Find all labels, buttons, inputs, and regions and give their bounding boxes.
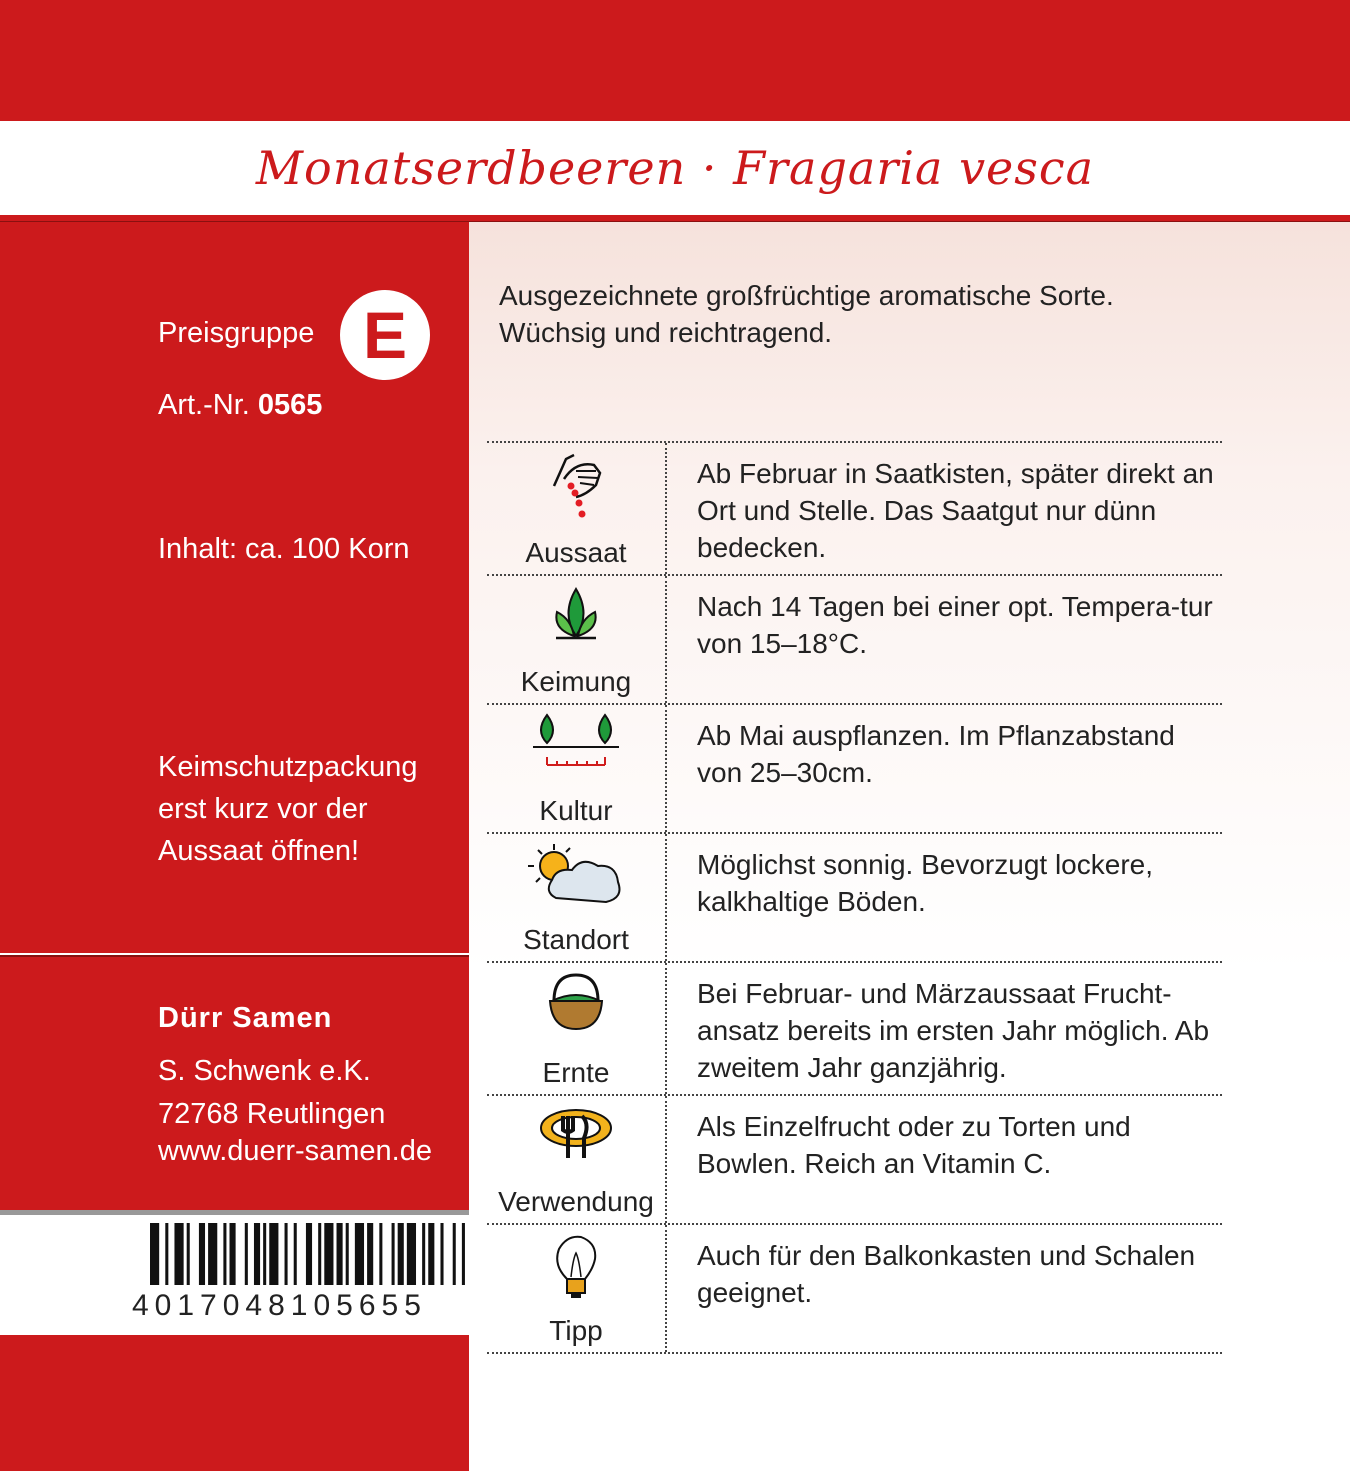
barcode-bar [199, 1223, 205, 1285]
table-row-kultur [487, 705, 1222, 834]
company-panel [0, 955, 469, 1210]
row-text: Möglichst sonnig. Bevorzugt lockere, kalkhaltige Böden. [697, 849, 1153, 917]
barcode-bar [440, 1223, 443, 1285]
barcode-bar [285, 1223, 288, 1285]
barcode-bar [174, 1223, 183, 1285]
row-label: Verwendung [498, 1186, 654, 1217]
row-label: Aussaat [525, 537, 627, 568]
table-row-verwendung [487, 1096, 1222, 1225]
row-text: Bei Februar- und Märzaussaat Frucht-ansatz bereits im ersten Jahr möglich. Ab zweitem Jahr ganzjährig. [697, 978, 1210, 1083]
article-label: Art.-Nr. [158, 389, 250, 421]
info-panel [0, 222, 469, 953]
intro-line: Ausgezeichnete großfrüchtige aromatische Sorte. [499, 280, 1114, 311]
table-row-standort [487, 834, 1222, 963]
price-group-label: Preisgruppe [158, 317, 315, 349]
barcode-bar [407, 1223, 416, 1285]
row-label-cell [487, 1096, 667, 1223]
row-label: Kultur [539, 795, 613, 826]
barcode-bar [398, 1223, 404, 1285]
barcode-bar [165, 1223, 168, 1285]
barcode-bar [337, 1223, 343, 1285]
table-row-keimung [487, 576, 1222, 705]
barcode-bar [223, 1223, 226, 1285]
row-text: Auch für den Balkonkasten und Schalen geeignet. [697, 1240, 1196, 1308]
row-text: Ab Februar in Saatkisten, später direkt an Ort und Stelle. Das Saatgut nur dünn bedecken. [697, 458, 1214, 563]
barcode-bar [367, 1223, 373, 1285]
row-text: Als Einzelfrucht oder zu Torten und Bowlen. Reich an Vitamin C. [697, 1111, 1131, 1179]
company-owner: S. Schwenk e.K. [158, 1055, 371, 1087]
bottom-band [0, 1335, 469, 1471]
notice-line: Keimschutzpackung [158, 751, 418, 783]
title-band [0, 121, 1350, 216]
intro-text [499, 277, 1114, 351]
notice-line: Aussaat öffnen! [158, 835, 360, 867]
row-label: Standort [523, 924, 629, 955]
barcode-bar [245, 1223, 248, 1285]
barcode-bar [187, 1223, 190, 1285]
article-value: 0565 [257, 389, 323, 421]
barcode-bar [346, 1223, 349, 1285]
company-name: Dürr Samen [158, 1002, 333, 1034]
description-panel [469, 222, 1350, 1471]
barcode-bar [254, 1223, 260, 1285]
price-group-badge: E [340, 290, 430, 380]
row-label-cell [487, 705, 667, 832]
barcode-digits: 4017048105655 [132, 1289, 427, 1322]
barcode-bar [462, 1223, 465, 1285]
care-table [487, 441, 1222, 1354]
barcode-bar [428, 1223, 434, 1285]
intro-line: Wüchsig und reichtragend. [499, 317, 833, 348]
barcode-bar [306, 1223, 312, 1285]
row-label-cell [487, 963, 667, 1094]
notice-line: erst kurz vor der [158, 793, 368, 825]
barcode-bar [355, 1223, 364, 1285]
barcode-bar [379, 1223, 382, 1285]
barcode-bar [230, 1223, 236, 1285]
row-label: Ernte [542, 1057, 610, 1088]
company-website[interactable]: www.duerr-samen.de [158, 1135, 432, 1167]
barcode-bar [294, 1223, 297, 1285]
barcode-bar [269, 1223, 278, 1285]
barcode-bar [453, 1223, 456, 1285]
product-title: Monatserdbeeren · Fragaria vesca [255, 141, 1095, 195]
table-row-ernte [487, 963, 1222, 1096]
barcode-bar [392, 1223, 395, 1285]
row-label-cell [487, 576, 667, 703]
barcode-bar [324, 1223, 333, 1285]
barcode-bar [263, 1223, 266, 1285]
table-row-tipp [487, 1225, 1222, 1354]
divider [0, 215, 1350, 222]
row-label-cell [487, 443, 667, 574]
barcode [0, 1215, 469, 1335]
row-text: Nach 14 Tagen bei einer opt. Tempera-tur von 15–18°C. [697, 591, 1213, 659]
row-label: Keimung [520, 666, 632, 697]
row-text: Ab Mai auspflanzen. Im Pflanzabstand von 25–30cm. [697, 720, 1175, 788]
barcode-bar [318, 1223, 321, 1285]
article-number [158, 384, 322, 426]
row-label: Tipp [549, 1315, 603, 1346]
content-amount: Inhalt: ca. 100 Korn [158, 533, 410, 565]
row-label-cell [487, 1225, 667, 1352]
barcode-bar [208, 1223, 217, 1285]
company-city: 72768 Reutlingen [158, 1098, 386, 1130]
table-row-aussaat [487, 443, 1222, 576]
top-band [0, 0, 1350, 121]
barcode-bar [150, 1223, 159, 1285]
barcode-bar [422, 1223, 425, 1285]
row-label-cell [487, 834, 667, 961]
